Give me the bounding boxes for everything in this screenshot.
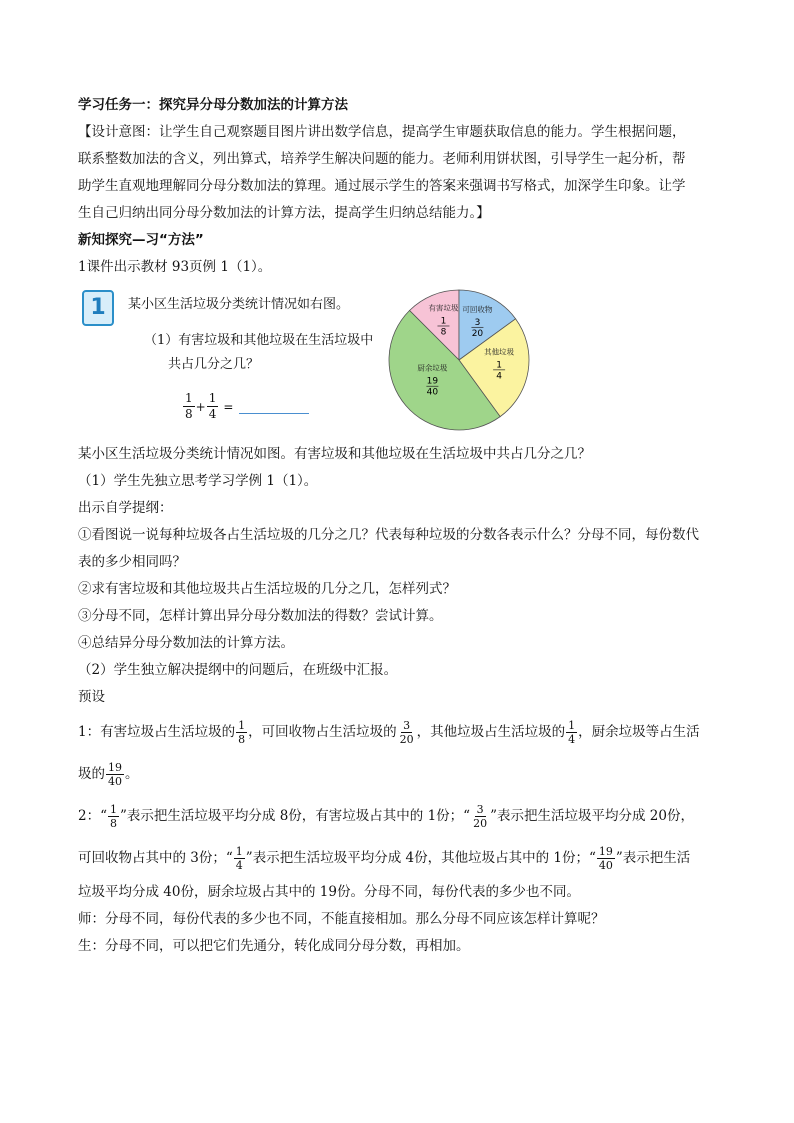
preset-answer-1-cont: 圾的 $\frac{19}{40}$ 。 <box>78 761 139 788</box>
courseware-line: 1课件出示教材 93页例 1（1）。 <box>78 259 272 275</box>
step-2: （2）学生独立解决提纲中的问题后，在班级中汇报。 <box>78 662 398 678</box>
task-heading: 学习任务一：探究异分母分数加法的计算方法 <box>78 97 348 113</box>
preset-answer-2-cont: 可回收物占其中的 3份；“ $\frac{1}{4}$ ”表示把生活垃圾平均分成 4份，其他垃圾占其中的 1份；“ $\frac{19}{40}$ ”表示把生活 <box>78 845 691 872</box>
fraction: $\frac{1}{4}$ <box>235 845 243 872</box>
problem-statement: 某小区生活垃圾分类统计情况如图。有害垃圾和其他垃圾在生活垃圾中共占几分之几？ <box>78 446 591 462</box>
design-intent-line: 联系整数加法的含义，列出算式，培养学生解决问题的能力。老师利用饼状图，引导学生一起分析，帮 <box>78 151 686 167</box>
section-subheading: 新知探究—习“方法” <box>78 232 204 248</box>
preset-answer-1: 1：有害垃圾占生活垃圾的 $\frac{1}{8}$ ，可回收物占生活垃圾的 $\frac{3}{20}$ ，其他垃圾占生活垃圾的 $\frac{1}{4}$ ，厨余垃圾等占生活 <box>78 719 700 746</box>
answer-blank[interactable] <box>239 399 309 414</box>
outline-question-1: ①看图说一说每种垃圾各占生活垃圾的几分之几？代表每种垃圾的分数各表示什么？分母不同，每份数代 <box>78 527 699 543</box>
svg-text:19: 19 <box>426 376 439 387</box>
fraction: $\frac{19}{40}$ <box>598 845 613 872</box>
outline-question-2: ②求有害垃圾和其他垃圾共占生活垃圾的几分之几，怎样列式？ <box>78 581 456 597</box>
plus-sign: + <box>195 399 206 414</box>
design-intent-line: 生自己归纳出同分母分数加法的计算方法，提高学生归纳总结能力。】 <box>78 205 490 221</box>
svg-text:有害垃圾: 有害垃圾 <box>428 303 459 313</box>
svg-text:40: 40 <box>426 387 439 398</box>
svg-text:其他垃圾: 其他垃圾 <box>484 347 515 357</box>
document-page <box>78 92 718 960</box>
example-number-badge: 1 <box>82 290 114 326</box>
textbook-example <box>78 285 718 435</box>
fraction: $\frac{3}{20}$ <box>399 719 414 746</box>
waste-pie-chart <box>384 285 534 435</box>
outline-question-3: ③分母不同，怎样计算出异分母分数加法的得数？尝试计算。 <box>78 608 443 624</box>
fraction: $\frac{3}{20}$ <box>473 803 488 830</box>
fraction: $\frac{1}{4}$ <box>568 719 576 746</box>
preset-label: 预设 <box>78 689 105 705</box>
fraction: $\frac{1}{8}$ <box>185 391 193 421</box>
svg-text:3: 3 <box>474 317 481 328</box>
preset-answer-2-end: 垃圾平均分成 40份，厨余垃圾占其中的 19份。分母不同，每份代表的多少也不同。 <box>78 884 580 900</box>
preset-answer-2: 2：“ $\frac{1}{8}$ ”表示把生活垃圾平均分成 8份，有害垃圾占其中的 1份；“ $\frac{3}{20}$ ”表示把生活垃圾平均分成 20份， <box>78 803 694 830</box>
outline-question-4: ④总结异分母分数加法的计算方法。 <box>78 635 294 651</box>
equals-sign: = <box>223 399 234 414</box>
step-1: （1）学生先独立思考学习学例 1（1）。 <box>78 473 318 489</box>
svg-text:4: 4 <box>496 371 502 382</box>
teacher-line: 师：分母不同，每份代表的多少也不同，不能直接相加。那么分母不同应该怎样计算呢？ <box>78 911 605 927</box>
svg-text:厨余垃圾: 厨余垃圾 <box>417 363 448 373</box>
outline-question-1-cont: 表的多少相同吗？ <box>78 554 186 570</box>
svg-text:可回收物: 可回收物 <box>462 304 493 314</box>
outline-title: 出示自学提纲： <box>78 500 173 516</box>
example-formula <box>182 391 309 422</box>
design-intent-line: 助学生直观地理解同分母分数加法的算理。通过展示学生的答案来强调书写格式，加深学生印象。让学 <box>78 178 686 194</box>
fraction: $\frac{1}{8}$ <box>110 803 117 830</box>
fraction: $\frac{19}{40}$ <box>108 761 122 788</box>
example-intro: 某小区生活垃圾分类统计情况如右图。 <box>128 297 350 312</box>
fraction: $\frac{1}{8}$ <box>238 719 246 746</box>
student-line: 生：分母不同，可以把它们先通分，转化成同分母分数，再相加。 <box>78 938 470 954</box>
example-question-cont: 共占几分之几？ <box>168 357 260 372</box>
design-intent-line: 【设计意图：让学生自己观察题目图片讲出数学信息，提高学生审题获取信息的能力。学生根据问题， <box>78 124 686 140</box>
fraction: $\frac{1}{4}$ <box>208 391 217 421</box>
svg-text:20: 20 <box>471 328 484 339</box>
svg-text:1: 1 <box>440 316 447 327</box>
example-question: （1）有害垃圾和其他垃圾在生活垃圾中 <box>144 333 374 348</box>
svg-text:1: 1 <box>496 360 502 371</box>
svg-text:8: 8 <box>440 327 447 338</box>
